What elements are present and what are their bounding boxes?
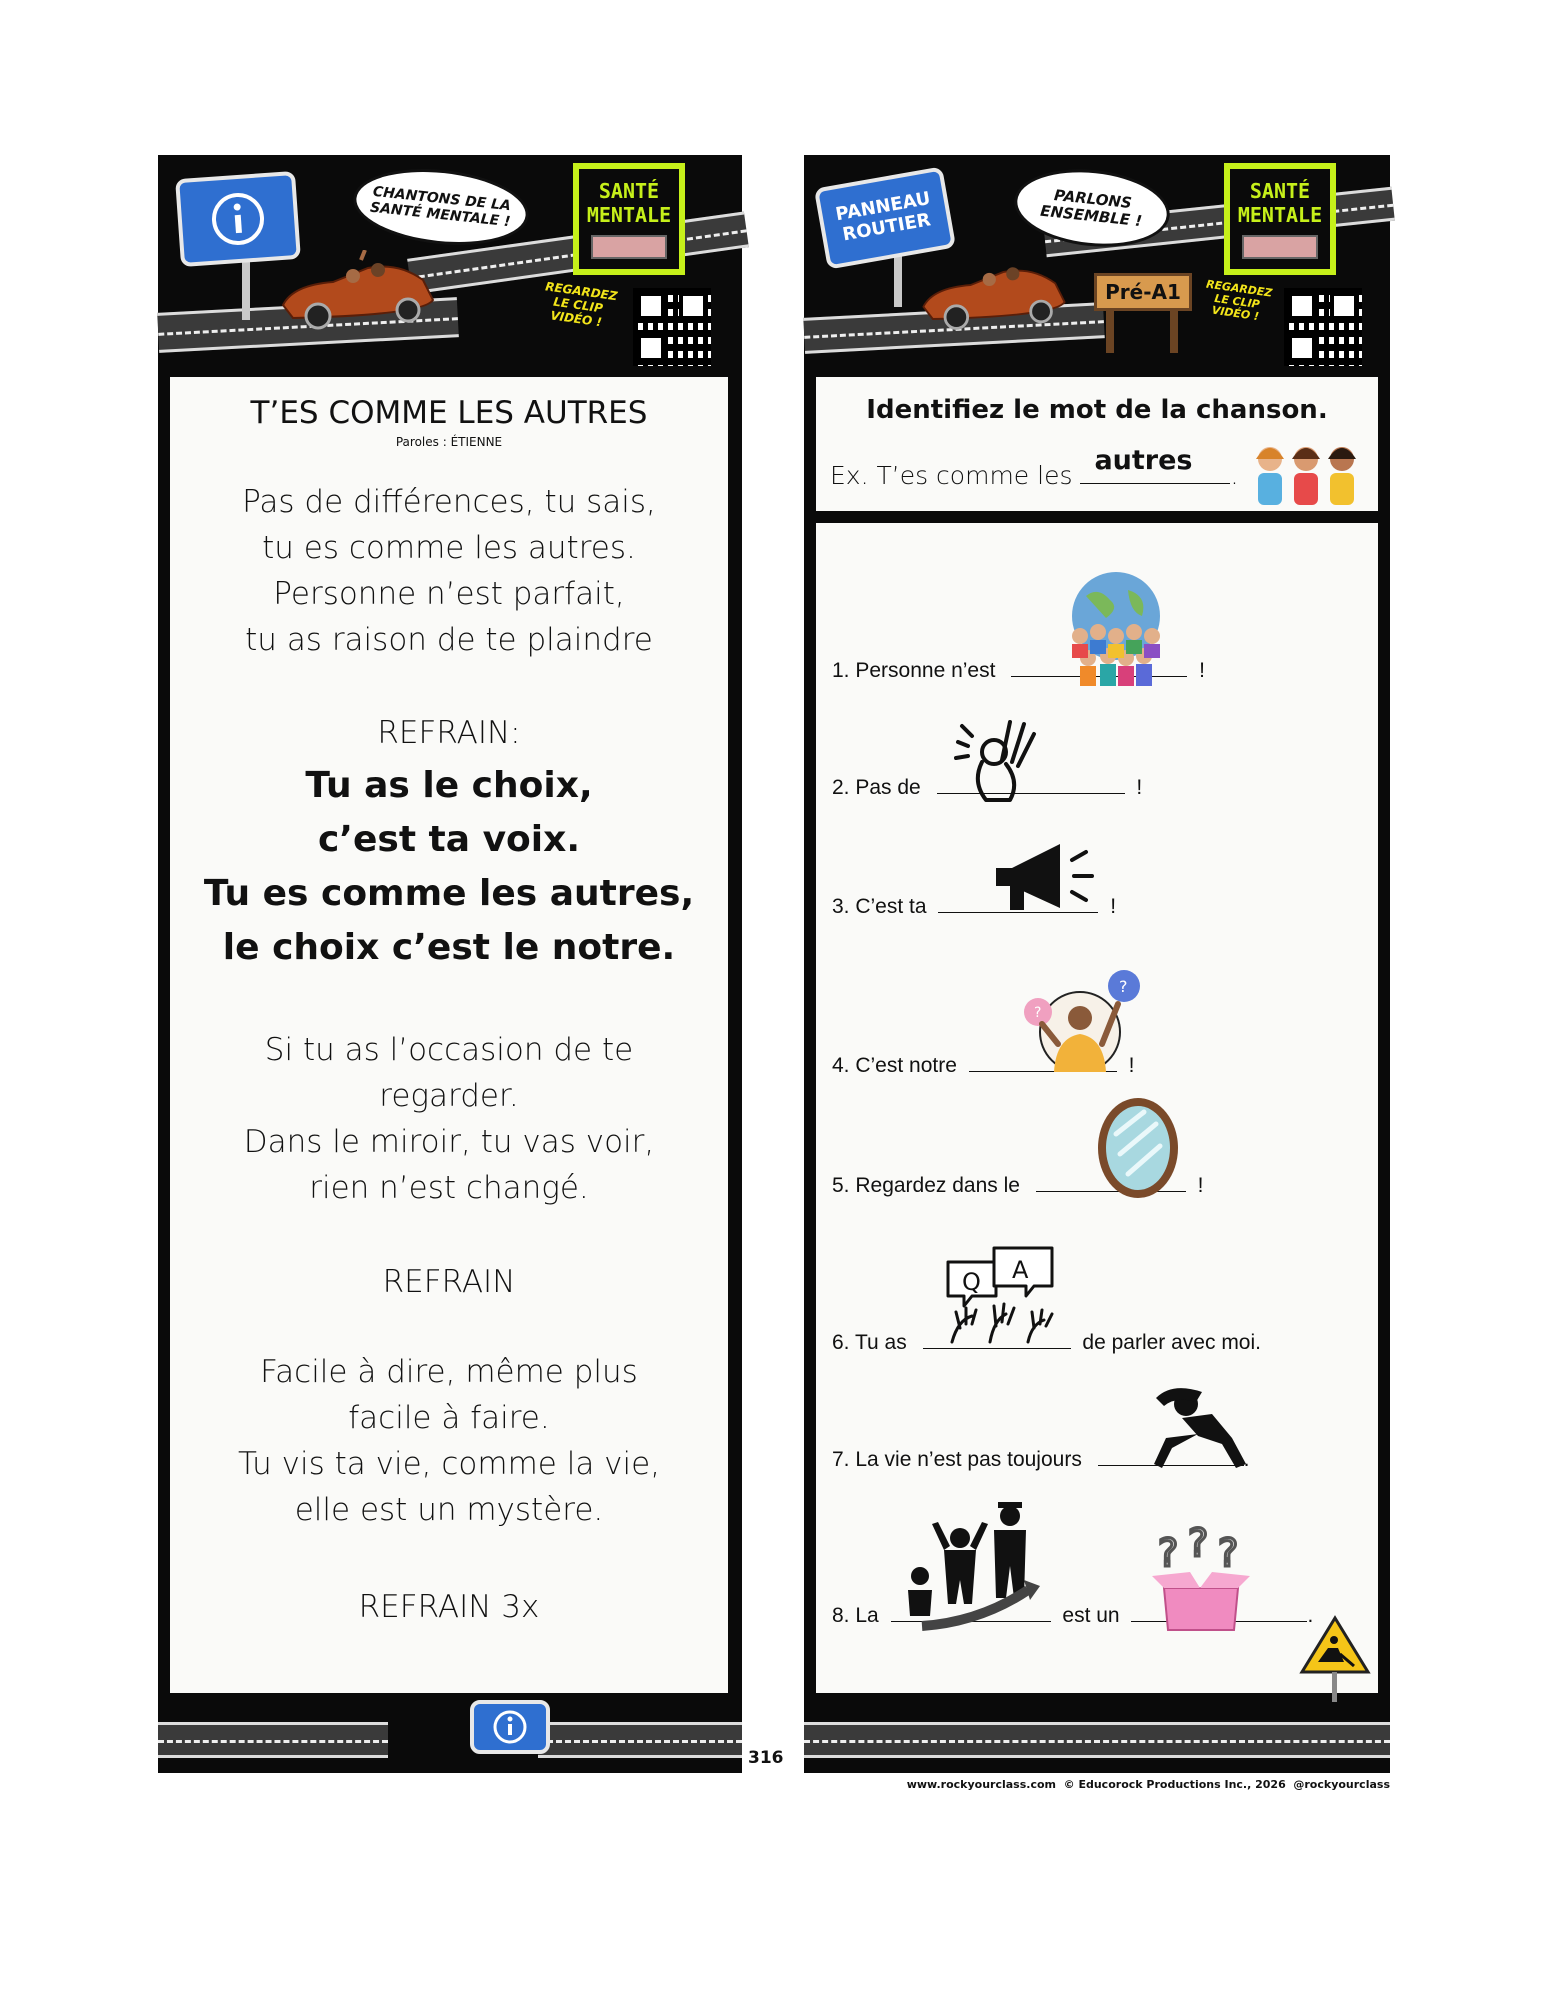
svg-text:?: ?: [1218, 1531, 1239, 1575]
parlons-bubble: PARLONS ENSEMBLE !: [1010, 162, 1173, 254]
sante-mentale-badge: [573, 163, 685, 275]
example-line: [830, 445, 1239, 490]
example-answer: autres: [1094, 445, 1193, 476]
verse-3: [170, 1349, 728, 1533]
info-sign-small: [470, 1700, 550, 1754]
question-text: 2. Pas de: [832, 776, 921, 799]
question-text: 4. C’est notre: [832, 1054, 957, 1077]
svg-text:A: A: [1012, 1256, 1029, 1284]
pre-a1-label: Pré-A1: [1094, 273, 1192, 311]
pre-a1-sign: [1094, 273, 1192, 355]
verse-1: [170, 479, 728, 663]
car-illustration: [914, 255, 1074, 335]
refrain-line: Tu as le choix,: [305, 765, 593, 806]
lyric-line: rien n’est changé.: [309, 1170, 589, 1206]
question-text: 6. Tu as: [832, 1331, 907, 1354]
life-growth-icon: [900, 1494, 1050, 1634]
left-header: [158, 155, 742, 370]
car-illustration: [273, 250, 443, 335]
mystery-box-icon: [1150, 1526, 1252, 1632]
refrain-label: REFRAIN:: [377, 715, 521, 751]
example-prefix: Ex. T’es comme les: [830, 461, 1073, 490]
question-end: !: [1128, 1054, 1135, 1077]
question-text: 1. Personne n’est: [832, 659, 996, 682]
chantons-bubble: CHANTONS DE LA SANTÉ MENTALE !: [350, 161, 533, 253]
qr-code[interactable]: [633, 288, 711, 366]
instruction-text: Identifiez le mot de la chanson.: [866, 395, 1328, 425]
relaxed-person-icon: [1142, 1378, 1252, 1470]
refrain-3x: REFRAIN 3x: [358, 1589, 540, 1625]
lyric-line: tu as raison de te plaindre: [245, 622, 653, 658]
footer-credit: www.rockyourclass.com © Educorock Productions Inc., 2026 @rockyourclass: [906, 1778, 1390, 1791]
diverse-crowd-globe-icon: [1058, 566, 1174, 688]
song-title: T’ES COMME LES AUTRES: [250, 395, 648, 431]
lyric-line: tu es comme les autres.: [262, 530, 636, 566]
sante-mentale-badge: [1224, 163, 1336, 275]
regardez-label: REGARDEZ LE CLIP VIDÉO !: [1205, 277, 1274, 324]
example-answer-slot: [1080, 445, 1230, 484]
refrain-2: REFRAIN: [382, 1264, 516, 1300]
lyric-line: facile à faire.: [348, 1400, 550, 1436]
lyric-line: Personne n’est parfait,: [273, 576, 625, 612]
right-bookmark: [804, 155, 1390, 1773]
lyric-line: regarder.: [379, 1078, 519, 1114]
lyric-line: Tu vis ta vie, comme la vie,: [237, 1446, 661, 1482]
qa-hands-icon: [942, 1244, 1062, 1350]
sante-badge-text: SANTÉ MENTALE: [586, 179, 672, 227]
question-end: !: [1110, 895, 1117, 918]
verse-2: [170, 1027, 728, 1211]
lyric-line: Facile à dire, même plus: [260, 1354, 638, 1390]
lyric-line: Pas de différences, tu sais,: [242, 484, 656, 520]
qr-code[interactable]: [1284, 288, 1362, 366]
question-text: 8. La: [832, 1604, 879, 1627]
choice-person-icon: [1012, 968, 1150, 1072]
refrain-line: c’est ta voix.: [317, 819, 581, 860]
svg-text:?: ?: [1119, 977, 1128, 996]
lyric-line: Dans le miroir, tu vas voir,: [243, 1124, 655, 1160]
lyric-line: elle est un mystère.: [294, 1492, 604, 1528]
refrain-line: le choix c’est le notre.: [222, 927, 676, 968]
left-footer-road: [158, 1700, 742, 1773]
question-end: .: [1307, 1604, 1314, 1627]
left-bookmark: [158, 155, 742, 1773]
svg-text:Q: Q: [962, 1268, 981, 1296]
svg-text:?: ?: [1158, 1531, 1179, 1575]
lyric-line: Si tu as l’occasion de te: [264, 1032, 634, 1068]
question-end: !: [1199, 659, 1205, 682]
question-text: 3. C’est ta: [832, 895, 927, 918]
question-text: 7. La vie n’est pas toujours: [832, 1448, 1082, 1471]
construction-sign-icon: [1298, 1614, 1372, 1704]
panneau-routier-text: PANNEAU ROUTIER: [834, 188, 933, 246]
right-footer-road: [804, 1700, 1390, 1773]
badge-window: [591, 235, 667, 259]
instruction-card: [816, 377, 1378, 511]
question-end: !: [1197, 1174, 1204, 1197]
question-end: .: [1243, 1448, 1250, 1471]
example-suffix: .: [1230, 461, 1239, 490]
song-credit: Paroles : ÉTIENNE: [395, 435, 503, 449]
refrain-line: Tu es comme les autres,: [203, 873, 695, 914]
sante-badge-text: SANTÉ MENTALE: [1237, 179, 1323, 227]
refrain-block: [170, 759, 728, 975]
question-text: 5. Regardez dans le: [832, 1174, 1020, 1197]
question-mid: est un: [1062, 1604, 1120, 1627]
lyrics-card: [170, 377, 728, 1693]
sign-post: [242, 255, 250, 320]
question-end: !: [1136, 776, 1143, 799]
info-icon: [474, 1704, 546, 1750]
ok-hand-icon: [950, 712, 1050, 804]
mirror-icon: [1094, 1094, 1182, 1202]
right-header: [804, 155, 1390, 370]
svg-text:?: ?: [1188, 1526, 1209, 1565]
question-end: de parler avec moi.: [1082, 1331, 1261, 1354]
page-number: 316: [748, 1748, 784, 1768]
three-friends-icon: [1246, 441, 1366, 505]
megaphone-icon: [988, 838, 1098, 918]
svg-text:?: ?: [1034, 1005, 1042, 1021]
regardez-label: REGARDEZ LE CLIP VIDÉO !: [544, 279, 619, 330]
